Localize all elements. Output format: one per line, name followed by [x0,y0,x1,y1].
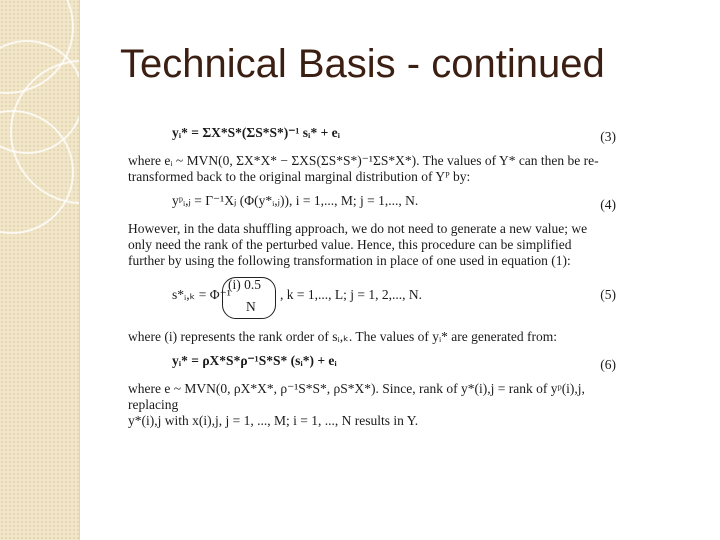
equation-5-number: (5) [600,287,616,302]
paragraph-1 [128,153,628,185]
equation-6 [172,353,628,377]
equation-5 [172,277,628,325]
paper-content [128,125,628,437]
paragraph-line: where (i) represents the rank order of sᵢ,ₖ. The values of yᵢ* are generated from: [128,329,557,344]
paragraph-4 [128,381,628,429]
paragraph-line: where eᵢ ~ MVN(0, ΣX*X* − ΣXS(ΣS*S*)⁻¹ΣS*X*). The values of Y* can then be re- [128,153,599,168]
paragraph-line: y*(i),j with x(i),j, j = 1, ..., M; i = 1, ..., N results in Y. [128,413,419,428]
paragraph-line: where e ~ MVN(0, ρX*X*, ρ⁻¹S*S*, ρS*X*). Since, rank of y*(i),j = rank of yᵖ(i),j, replacing [128,381,585,412]
equation-5-top: (i) 0.5 [228,277,261,292]
equation-5-rest: , k = 1,..., L; j = 1, 2,..., N. [280,287,422,302]
equation-5-lhs: s*ᵢ,ₖ = Φ⁻¹ [172,287,231,302]
equation-4-number: (4) [600,197,616,212]
paragraph-line: However, in the data shuffling approach, we do not need to generate a new value; we [128,221,588,236]
paragraph-line: further by using the following transformation in place of one used in equation (1): [128,253,571,268]
equation-3-number: (3) [600,129,616,144]
paragraph-2 [128,221,628,269]
equation-3 [172,125,628,149]
equation-5-bottom: N [246,299,256,314]
equation-4-body: yᵖᵢ,ⱼ = Γ⁻¹Xⱼ (Φ(y*ᵢ,ⱼ)), i = 1,..., M; j = 1,..., N. [172,193,419,208]
paragraph-3 [128,329,628,345]
slide-title: Technical Basis - continued [120,42,605,86]
equation-6-number: (6) [600,357,616,372]
paragraph-line: transformed back to the original marginal distribution of Yᴾ by: [128,169,471,184]
paragraph-line: only need the rank of the perturbed value. Hence, this procedure can be simplified [128,237,572,252]
equation-6-body: yᵢ* = ρX*S*ρ⁻¹S*S* (sᵢ*) + eᵢ [172,353,337,368]
equation-4 [172,193,628,217]
decorative-sidebar [0,0,80,540]
equation-3-body: yᵢ* = ΣX*S*(ΣS*S*)⁻¹ sᵢ* + eᵢ [172,125,341,140]
